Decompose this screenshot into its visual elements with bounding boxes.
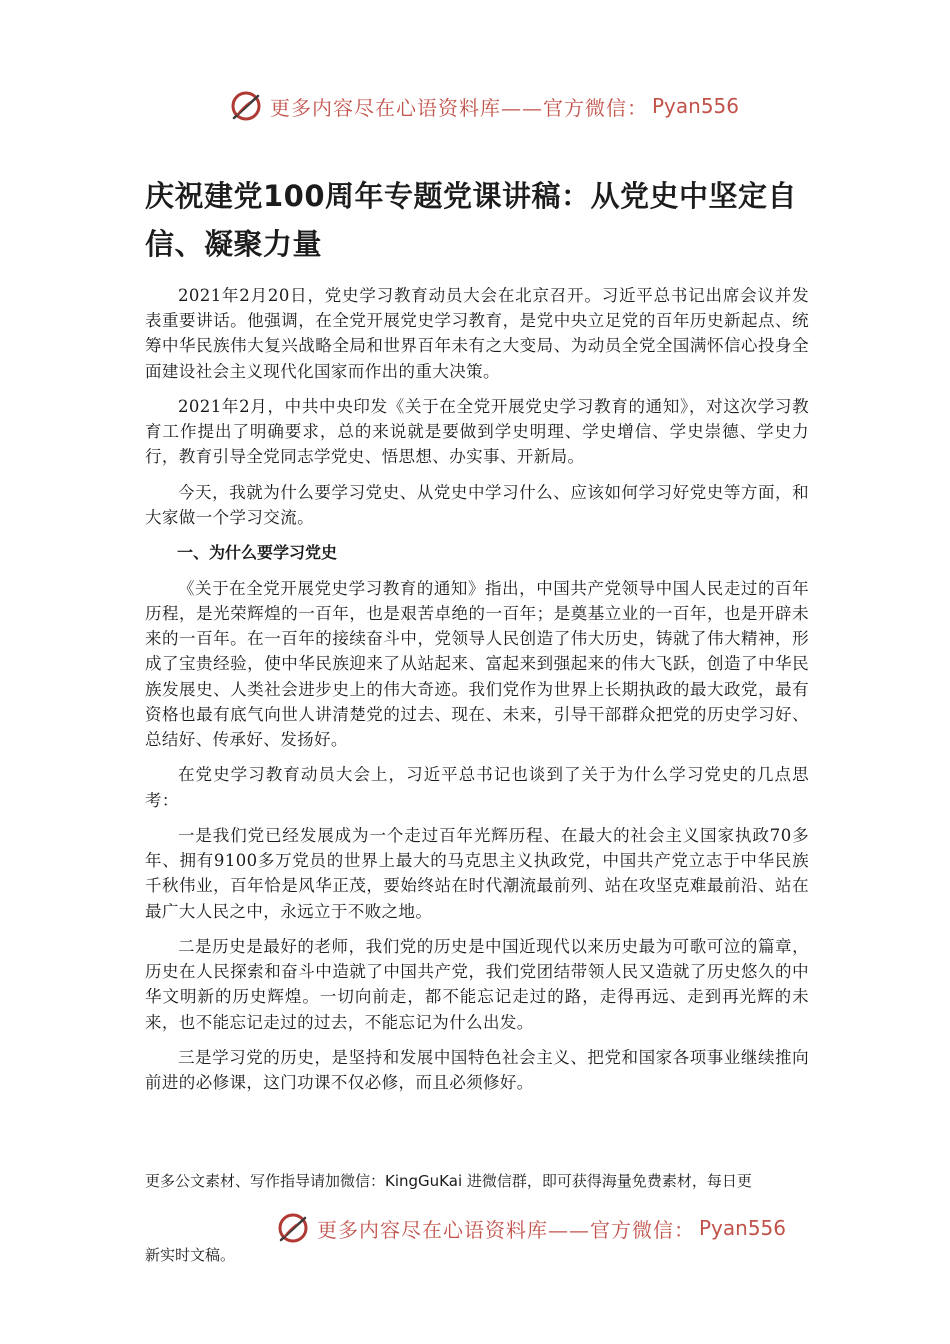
footer-suffix: 进微信群，即可获得海量免费素材，每日更 [462, 1172, 752, 1190]
footer-prefix: 更多公文素材、写作指导请加微信： [145, 1172, 386, 1190]
paragraph-intro-1: 2021年2月20日，党史学习教育动员大会在北京召开。习近平总书记出席会议并发表重要讲话。他强调，在全党开展党史学习教育，是党中央立足党的百年历史新起点、统筹中华民族伟大复兴战略全局和世界百年未有之大变局、为动员全党全国满怀信心投身全面建设社会主义现代化国家而作出的重大决策。 [145, 286, 809, 381]
watermark-wechat-id: Pyan556 [652, 94, 740, 118]
watermark-banner-bottom [0, 1206, 950, 1250]
watermark-banner-top [0, 84, 950, 128]
paragraph-section-1: 《关于在全党开展党史学习教育的通知》指出，中国共产党领导中国人民走过的百年历程，是光荣辉煌的一百年，也是艰苦卓绝的一百年；是奠基立业的一百年，也是开辟未来的一百年。在一百年的接续奋斗中，党领导人民创造了伟大历史，铸就了伟大精神，形成了宝贵经验，使中华民族迎来了从站起来、富起来到强起来的伟大飞跃，创造了中华民族发展史、人类社会进步史上的伟大奇迹。我们党作为世界上长期执政的最大政党，最有资格也最有底气向世人讲清楚党的过去、现在、未来，引导干部群众把党的历史学习好、总结好、传承好、发扬好。 [145, 578, 809, 749]
paragraph-intro-2: 2021年2月，中共中央印发《关于在全党开展党史学习教育的通知》，对这次学习教育工作提出了明确要求，总的来说就是要做到学史明理、学史增信、学史崇德、学史力行，教育引导全党同志学党史、悟思想、办实事、开新局。 [145, 397, 809, 467]
watermark-content [228, 88, 739, 124]
brush-logo-icon [275, 1210, 311, 1246]
footer-tail-text: 新实时文稿。 [145, 1246, 236, 1264]
paragraph-point-3: 三是学习党的历史，是坚持和发展中国特色社会主义、把党和国家各项事业继续推向前进的必修课，这门功课不仅必修，而且必须修好。 [145, 1047, 809, 1093]
footer-promo-line [145, 1170, 825, 1192]
watermark-wechat-id: Pyan556 [699, 1216, 787, 1240]
paragraph-point-2: 二是历史是最好的老师，我们党的历史是中国近现代以来历史最为可歌可泣的篇章，历史在人民探索和奋斗中造就了中国共产党，我们党团结带领人民又造就了历史悠久的中华文明新的历史辉煌。一切向前走，都不能忘记走过的路，走得再远、走到再光辉的未来，也不能忘记走过的过去，不能忘记为什么出发。 [145, 936, 809, 1032]
section-heading: 一、为什么要学习党史 [177, 543, 338, 563]
document-body [145, 283, 809, 1106]
paragraph-section-2: 在党史学习教育动员大会上，习近平总书记也谈到了关于为什么学习党史的几点思考： [145, 765, 809, 810]
paragraph-point-1: 一是我们党已经发展成为一个走过百年光辉历程、在最大的社会主义国家执政70多年、拥有9100多万党员的世界上最大的马克思主义执政党，中国共产党立志于中华民族千秋伟业，百年恰是风华正茂，要始终站在时代潮流最前列、站在攻坚克难最前沿、站在最广大人民之中，永远立于不败之地。 [145, 825, 809, 921]
watermark-content [275, 1210, 786, 1246]
footer-wechat-id: KingGuKai [385, 1172, 463, 1190]
watermark-text: 更多内容尽在心语资料库——官方微信： [317, 1217, 695, 1242]
document-title: 庆祝建党100周年专题党课讲稿：从党史中坚定自信、凝聚力量 [145, 179, 798, 261]
watermark-text: 更多内容尽在心语资料库——官方微信： [270, 95, 648, 120]
paragraph-intro-3: 今天，我就为什么要学习党史、从党史中学习什么、应该如何学习好党史等方面，和大家做一个学习交流。 [145, 482, 809, 527]
brush-logo-icon [228, 88, 264, 124]
